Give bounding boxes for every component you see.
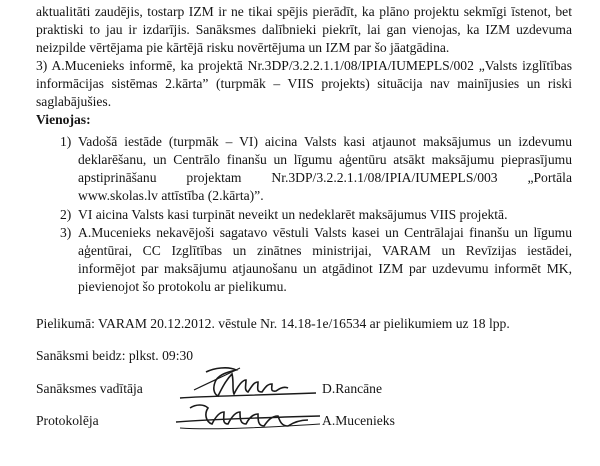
list-item-number: 2) xyxy=(60,207,72,222)
list-item-line: www.skolas.lv attīstība (2.kārta)”. xyxy=(78,188,264,203)
list-item-line: aģentūrai, CC Izglītības un zinātnes ministrijai, VARAM un Revīzijas iestādei, xyxy=(78,243,572,258)
meeting-end-time: Sanāksmi beidz: plkst. 09:30 xyxy=(36,348,194,363)
signatory-name: A.Mucenieks xyxy=(322,413,395,428)
attachment-note: Pielikumā: VARAM 20.12.2012. vēstule Nr. 14.18-1e/16534 ar pielikumiem uz 18 lpp. xyxy=(36,316,510,331)
signature-role: Sanāksmes vadītāja xyxy=(36,381,143,396)
list-item-line: informējot par maksājumu atjaunošanu un atgādinot IZM par uzdevumu informēt MK, xyxy=(78,261,572,276)
agreed-heading: Vienojas: xyxy=(36,112,91,127)
list-item-line: deklarēšanu, un Centrālo finanšu un līgumu aģentūru atsākt maksājumu pieprasījumu xyxy=(78,152,572,167)
list-item-line: VI aicina Valsts kasi turpināt neveikt un nedeklarēt maksājumus VIIS projektā. xyxy=(78,207,508,222)
list-item-line: Vadošā iestāde (turpmāk – VI) aicina Valsts kasi atjaunot maksājumus un izdevumu xyxy=(78,134,572,149)
signature-role: Protokolēja xyxy=(36,413,99,428)
handwritten-signature-icon xyxy=(170,398,330,440)
list-item-line: A.Mucenieks nekavējoši sagatavo vēstuli Valsts kasei un Centrālajai finanšu un līgumu xyxy=(78,225,572,240)
list-item-line: pievienojot šo protokolu ar pielikumu. xyxy=(78,279,287,294)
point-3-line: saglabājušies. xyxy=(36,94,112,109)
point-3-line: informācijas sistēmas 2.kārta” (turpmāk – VIIS projekts) situācija nav mainījusies un riski xyxy=(36,76,572,91)
list-item-number: 3) xyxy=(60,225,72,240)
point-3-line: 3) A.Mucenieks informē, ka projektā Nr.3DP/3.2.2.1.1/08/IPIA/IUMEPLS/002 „Valsts izglītības xyxy=(36,58,572,73)
signatory-name: D.Rancāne xyxy=(322,381,383,396)
paragraph-line: praktiski to jau ir izdarījis. Sanāksmes dalībnieki piekrīt, lai gan vienojas, ka IZM uzdevuma xyxy=(36,22,572,37)
paragraph-line: neizpilde vērtējama pie kārtējā risku novērtējuma un IZM par šo jāatgādina. xyxy=(36,40,450,55)
list-item-number: 1) xyxy=(60,134,72,149)
list-item-line: apstiprināšanu projektam Nr.3DP/3.2.2.1.1/08/IPIA/IUMEPLS/003 „Portāla xyxy=(78,170,572,185)
paragraph-line: aktualitāti zaudējis, tostarp IZM ir ne tikai spējis pierādīt, ka plāno projektu sekmīgi īstenot, bet xyxy=(36,4,572,19)
